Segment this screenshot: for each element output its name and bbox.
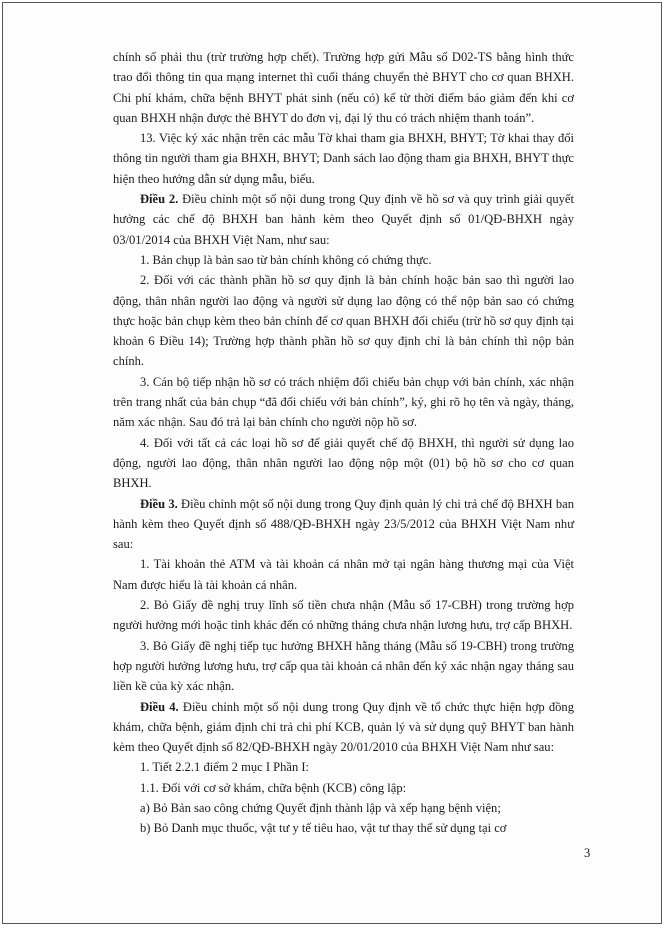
article-3-heading (113, 494, 574, 555)
article-4-item-1-1: 1.1. Đối với cơ sở khám, chữa bệnh (KCB) công lập: (140, 780, 407, 795)
article-4-label: Điều 4. (140, 699, 179, 714)
article-2-heading (113, 189, 574, 250)
article-2-item-3: 3. Cán bộ tiếp nhận hồ sơ có trách nhiệm đối chiếu bản chụp với bản chính, xác nhận trên trang nhất của bản chụp “đã đối chiếu với bản chính”, ký, ghi rõ họ tên và ngày, tháng, năm xác nhận. Sau đó trả lại bản chính cho người nộp hồ sơ. (113, 374, 574, 430)
article-3-item-1: 1. Tài khoản thẻ ATM và tài khoản cá nhân mở tại ngân hàng thương mại của Việt Nam được hiểu là tài khoản cá nhân. (113, 557, 574, 592)
article-3-label: Điều 3. (140, 496, 178, 511)
paragraph-item-13: 13. Việc ký xác nhận trên các mẫu Tờ khai tham gia BHXH, BHYT; Tờ khai thay đổi thông tin người tham gia BHXH, BHYT; Danh sách lao động tham gia BHXH, BHYT thực hiện theo hướng dẫn sử dụng mẫu, biểu. (113, 131, 574, 186)
article-2-label: Điều 2. (140, 192, 179, 207)
article-2-item-4: 4. Đối với tất cả các loại hồ sơ để giải quyết chế độ BHXH, thì người sử dụng lao động, người lao động, thân nhân người lao động nộp một (01) bộ hồ sơ cho cơ quan BHXH. (113, 435, 574, 491)
article-4-heading (113, 697, 574, 758)
document-body (113, 47, 574, 839)
article-3-item-2: 2. Bỏ Giấy đề nghị truy lĩnh số tiền chưa nhận (Mẫu số 17-CBH) trong trường hợp người hưởng mới hoặc tỉnh khác đến có những tháng chưa nhận lương hưu, trợ cấp BHXH. (113, 598, 574, 633)
article-4-text: Điều chỉnh một số nội dung trong Quy định về tổ chức thực hiện hợp đồng khám, chữa bệnh, giám định chi trả chi phí KCB, quản lý và sử dụng quỹ BHYT ban hành kèm theo Quyết định số 82/QĐ-BHXH ngày 20/01/2010 của BHXH Việt Nam như sau: (113, 699, 574, 755)
article-4-item-1: 1. Tiết 2.2.1 điểm 2 mục I Phần I: (140, 760, 310, 775)
article-4-item-b: b) Bỏ Danh mục thuốc, vật tư y tế tiêu hao, vật tư thay thế sử dụng tại cơ (140, 821, 507, 836)
article-3-item-3: 3. Bỏ Giấy đề nghị tiếp tục hưởng BHXH hằng tháng (Mẫu số 19-CBH) trong trường hợp người hưởng lương hưu, trợ cấp qua tài khoản cá nhân đến ký xác nhận ngay tháng sau liền kề của kỳ xác nhận. (113, 638, 574, 694)
paragraph-continuation: chính số phải thu (trừ trường hợp chết). Trường hợp gửi Mẫu số D02-TS bằng hình thức trao đổi thông tin qua mạng internet thì cuối tháng chuyển thẻ BHYT cho cơ quan BHXH. Chi phí khám, chữa bệnh BHYT phát sinh (nếu có) kể từ thời điểm báo giảm đến khi cơ quan BHXH nhận được thẻ BHYT do đơn vị, đại lý thu có trách nhiệm thanh toán”. (113, 50, 574, 125)
article-2-item-2: 2. Đối với các thành phần hồ sơ quy định là bản chính hoặc bản sao thì người lao động, thân nhân người lao động và người sử dụng lao động có thể nộp bản sao có chứng thực hoặc bản chụp kèm theo bản chính để cơ quan BHXH đối chiếu (trừ hồ sơ quy định tại khoản 6 Điều 14); Trường hợp thành phần hồ sơ quy định chỉ là bản chính thì nộp bản chính. (113, 273, 574, 369)
article-2-text: Điều chỉnh một số nội dung trong Quy định về hồ sơ và quy trình giải quyết hưởng các chế độ BHXH ban hành kèm theo Quyết định số 01/QĐ-BHXH ngày 03/01/2014 của BHXH Việt Nam, như sau: (113, 192, 574, 247)
article-4-item-a: a) Bỏ Bản sao công chứng Quyết định thành lập và xếp hạng bệnh viện; (140, 800, 501, 815)
article-3-text: Điều chỉnh một số nội dung trong Quy định quản lý chi trả chế độ BHXH ban hành kèm theo Quyết định số 488/QĐ-BHXH ngày 23/5/2012 của BHXH Việt Nam như sau: (113, 496, 574, 552)
page-number: 3 (584, 846, 591, 860)
article-2-item-1: 1. Bản chụp là bản sao từ bản chính không có chứng thực. (140, 252, 432, 267)
